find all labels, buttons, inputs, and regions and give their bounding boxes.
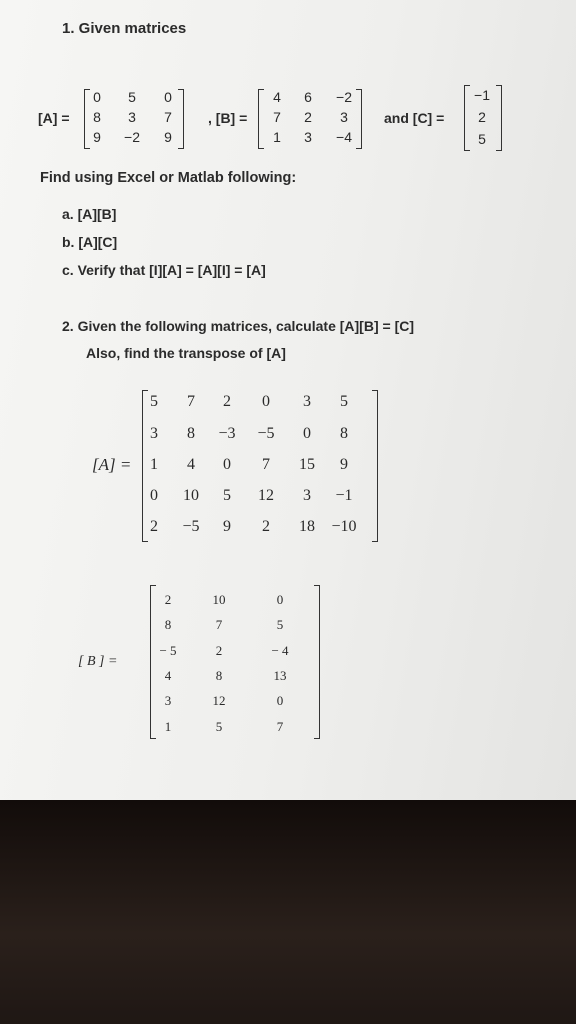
item-b: b. [A][C] <box>62 234 118 250</box>
matrix-b2-cell-r2-c1: 8 <box>164 617 172 632</box>
matrix-b2-cell-r5-c2: 12 <box>212 693 226 708</box>
matrix-a-cell-r2-c3: 7 <box>164 109 172 125</box>
big-matrix-a-cell-r4-c5: 3 <box>303 487 311 504</box>
matrix-a-cell-r2-c2: 3 <box>128 109 136 125</box>
problem-2-heading-line2: Also, find the transpose of [A] <box>86 345 286 361</box>
big-matrix-a-cell-r3-c2: 4 <box>187 456 195 473</box>
big-matrix-a-cell-r5-c1: 2 <box>150 518 158 535</box>
item-a: a. [A][B] <box>62 206 117 222</box>
matrix-b-cell-r1-c2: 6 <box>304 89 312 105</box>
matrix-b2-cell-r5-c1: 3 <box>164 693 172 708</box>
big-matrix-a-cell-r1-c1: 5 <box>150 393 158 410</box>
matrix-b-cell-r2-c3: 3 <box>340 109 348 125</box>
matrix-b2-cell-r1-c2: 10 <box>212 592 226 607</box>
matrix-a-cell-r1-c3: 0 <box>164 89 172 105</box>
matrix-b-cell-r3-c1: 1 <box>273 129 281 145</box>
matrix-b2-left-bracket <box>150 585 156 739</box>
big-matrix-a-cell-r2-c6: 8 <box>340 425 348 442</box>
big-matrix-a-right-bracket <box>372 390 378 542</box>
big-matrix-a-cell-r4-c3: 5 <box>223 487 231 504</box>
matrix-b2-cell-r5-c3: 0 <box>276 693 284 708</box>
matrix-b2-cell-r2-c3: 5 <box>276 617 284 632</box>
matrix-b-cell-r3-c2: 3 <box>304 129 312 145</box>
matrix-b2-cell-r1-c1: 2 <box>164 592 172 607</box>
matrix-a-cell-r3-c2: −2 <box>124 129 140 145</box>
matrix-b-cell-r3-c3: −4 <box>336 129 352 145</box>
matrix-a-cell-r1-c2: 5 <box>128 89 136 105</box>
matrix-b2-cell-r4-c3: 13 <box>273 668 287 683</box>
item-c: c. Verify that [I][A] = [A][I] = [A] <box>62 262 266 278</box>
matrix-b-cell-r2-c2: 2 <box>304 109 312 125</box>
big-matrix-a-cell-r1-c6: 5 <box>340 393 348 410</box>
matrix-b-cell-r1-c3: −2 <box>336 89 352 105</box>
big-matrix-a-cell-r2-c3: −3 <box>218 425 236 442</box>
big-matrix-a-cell-r5-c6: −10 <box>331 518 357 535</box>
big-matrix-a-cell-r2-c1: 3 <box>150 425 158 442</box>
matrix-a-cell-r3-c3: 9 <box>164 129 172 145</box>
big-matrix-a-cell-r3-c3: 0 <box>223 456 231 473</box>
instruction-text: Find using Excel or Matlab following: <box>40 170 297 186</box>
matrix-b2-cell-r6-c1: 1 <box>164 719 172 734</box>
matrix-a-label: [A] = <box>38 110 70 126</box>
matrix-b2-right-bracket <box>314 585 320 739</box>
matrix-a-cell-r1-c1: 0 <box>93 89 101 105</box>
big-matrix-a-cell-r3-c4: 7 <box>262 456 270 473</box>
matrix-a-cell-r3-c1: 9 <box>93 129 101 145</box>
big-matrix-a-cell-r5-c2: −5 <box>182 518 200 535</box>
dark-background <box>0 800 576 1024</box>
matrix-b2-cell-r6-c2: 5 <box>215 719 223 734</box>
big-matrix-a-cell-r2-c4: −5 <box>257 425 275 442</box>
problem-1-heading: 1. Given matrices <box>62 20 187 37</box>
matrix-b2-cell-r4-c1: 4 <box>164 668 172 683</box>
big-matrix-a-cell-r1-c3: 2 <box>223 393 231 410</box>
big-matrix-a-cell-r3-c6: 9 <box>340 456 348 473</box>
matrix-c-label: and [C] = <box>384 110 445 126</box>
matrix-b-cell-r1-c1: 4 <box>273 89 281 105</box>
matrix-b2-cell-r1-c3: 0 <box>276 592 284 607</box>
matrix-a-cell-r2-c1: 8 <box>93 109 101 125</box>
matrix-b2-cell-r2-c2: 7 <box>215 617 223 632</box>
problem-2-heading-line1: 2. Given the following matrices, calculate [A][B] = [C] <box>62 318 415 334</box>
matrix-b2-label: [ B ] = <box>78 654 118 669</box>
big-matrix-a-cell-r1-c5: 3 <box>303 393 311 410</box>
big-matrix-a-cell-r5-c5: 18 <box>299 518 315 535</box>
big-matrix-a-cell-r5-c3: 9 <box>223 518 231 535</box>
big-matrix-a-cell-r4-c4: 12 <box>258 487 274 504</box>
matrix-b-cell-r2-c1: 7 <box>273 109 281 125</box>
matrix-c-cell-r1-c1: −1 <box>474 87 490 103</box>
matrix-b2-cell-r3-c1: − 5 <box>159 643 177 658</box>
big-matrix-a-cell-r3-c1: 1 <box>150 456 158 473</box>
big-matrix-a-cell-r4-c1: 0 <box>150 487 158 504</box>
matrix-b-label: , [B] = <box>208 110 248 126</box>
big-matrix-a-cell-r2-c5: 0 <box>303 425 311 442</box>
matrix-c-cell-r2-c1: 2 <box>478 109 486 125</box>
matrix-b2-cell-r6-c3: 7 <box>276 719 284 734</box>
matrix-b2-cell-r4-c2: 8 <box>215 668 223 683</box>
big-matrix-a-cell-r1-c4: 0 <box>262 393 270 410</box>
big-matrix-a-cell-r5-c4: 2 <box>262 518 270 535</box>
big-matrix-a-cell-r3-c5: 15 <box>299 456 315 473</box>
big-matrix-a-label: [A] = <box>92 455 132 474</box>
matrix-b2-cell-r3-c3: − 4 <box>271 643 289 658</box>
matrix-b2-cell-r3-c2: 2 <box>215 643 223 658</box>
big-matrix-a-cell-r4-c2: 10 <box>183 487 199 504</box>
big-matrix-a-cell-r1-c2: 7 <box>187 393 195 410</box>
matrix-c-cell-r3-c1: 5 <box>478 131 486 147</box>
big-matrix-a-cell-r2-c2: 8 <box>187 425 195 442</box>
big-matrix-a-cell-r4-c6: −1 <box>335 487 353 504</box>
